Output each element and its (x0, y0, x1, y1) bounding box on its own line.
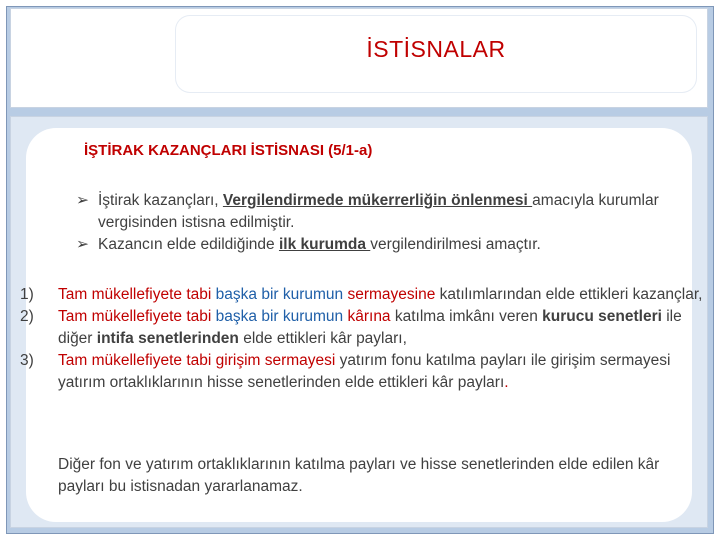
numbered-list (20, 284, 710, 394)
bullet-text: İştirak kazançları, Vergilendirmede mükerrerliğin önlenmesi amacıyla kurumlar vergisinden istisna edilmiştir. (98, 192, 659, 231)
list-item-text: Tam mükellefiyete tabi başka bir kurumun sermayesine katılımlarından elde ettikleri kazançlar, (58, 286, 703, 303)
bullet-text: Kazancın elde edildiğinde ilk kurumda vergilendirilmesi amaçtır. (98, 236, 541, 253)
bullet-list (76, 190, 696, 256)
section-heading: İŞTİRAK KAZANÇLARI İSTİSNASI (5/1-a) (84, 142, 373, 159)
list-item-text: Tam mükellefiyete tabi girişim sermayesi yatırım fonu katılma payları ile girişim sermayesi yatırım ortaklıklarının hisse senetlerinden elde ettikleri kâr payları. (58, 352, 671, 391)
list-item: 2) Tam mükellefiyete tabi başka bir kurumun kârına katılma imkânı veren kurucu senetleri ile diğer intifa senetlerinden elde ettikleri kâr payları, (20, 306, 710, 350)
list-item: 1) Tam mükellefiyete tabi başka bir kurumun sermayesine katılımlarından elde ettikleri kazançlar, (20, 284, 710, 306)
list-item-text: Tam mükellefiyete tabi başka bir kurumun kârına katılma imkânı veren kurucu senetleri ile diğer intifa senetlerinden elde ettikleri kâr payları, (58, 308, 682, 347)
arrow-bullet-icon: ➢ (76, 192, 89, 209)
arrow-bullet-icon: ➢ (76, 236, 89, 253)
list-item: 3) Tam mükellefiyete tabi girişim sermayesi yatırım fonu katılma payları ile girişim sermayesi yatırım ortaklıklarının hisse senetlerinden elde ettikleri kâr payları. (20, 350, 710, 394)
bullet-item (76, 234, 696, 256)
slide-title: İSTİSNALAR (366, 36, 506, 62)
bullet-item (76, 190, 696, 234)
footnote-text: Diğer fon ve yatırım ortaklıklarının katılma payları ve hisse senetlerinden elde edilen kâr payları bu istisnadan yararlanamaz. (58, 456, 660, 495)
